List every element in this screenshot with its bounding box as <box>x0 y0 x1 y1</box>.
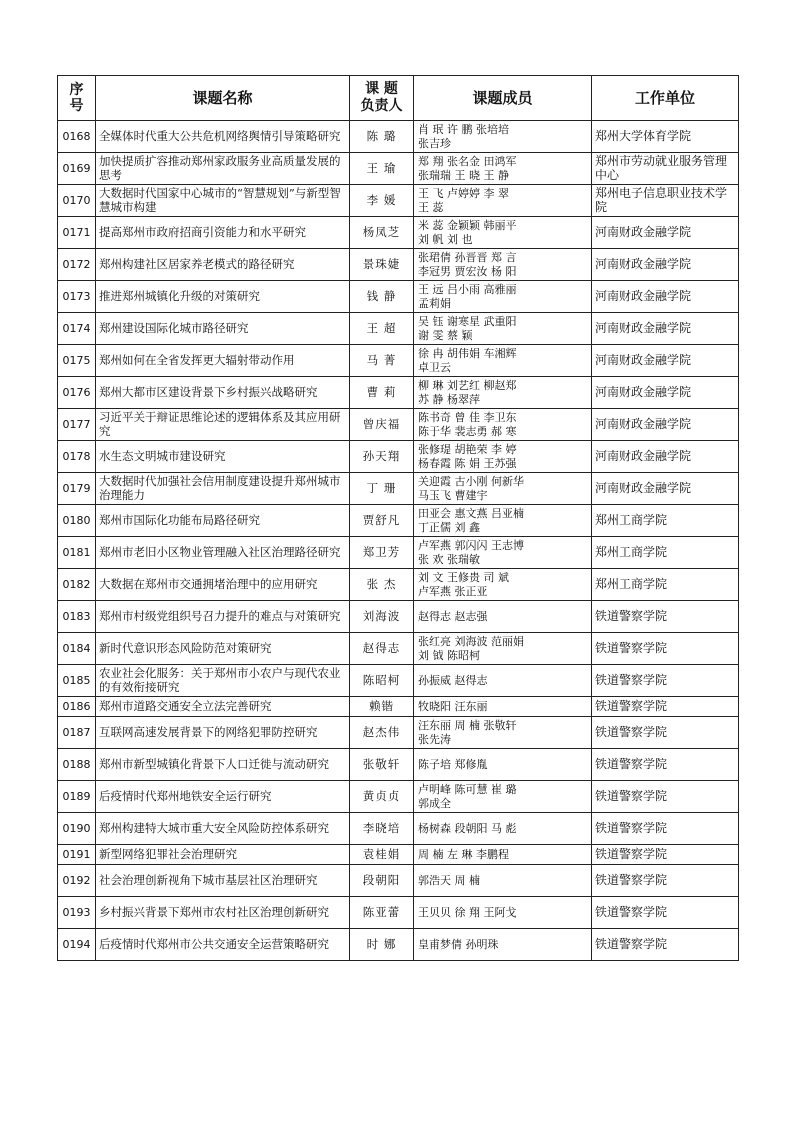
row-no: 0173 <box>58 281 96 313</box>
row-members <box>414 153 592 185</box>
member-line: 张先涛 <box>418 732 451 746</box>
row-no: 0177 <box>58 409 96 441</box>
row-unit: 河南财政金融学院 <box>592 377 739 409</box>
member-line: 杨春霞 陈 娟 王苏强 <box>418 456 517 470</box>
row-unit: 铁道警察学院 <box>592 749 739 781</box>
row-unit: 郑州市劳动就业服务管理中心 <box>592 153 739 185</box>
row-no: 0191 <box>58 845 96 865</box>
table-row <box>58 441 739 473</box>
row-unit: 河南财政金融学院 <box>592 249 739 281</box>
row-title: 提高郑州市政府招商引资能力和水平研究 <box>96 217 350 249</box>
table-row <box>58 505 739 537</box>
header-no: 序号 <box>58 76 96 121</box>
table-row <box>58 929 739 961</box>
row-title: 大数据在郑州市交通拥堵治理中的应用研究 <box>96 569 350 601</box>
table-row <box>58 845 739 865</box>
member-line: 汪东丽 周 楠 张敬轩 <box>418 719 517 732</box>
member-line: 肖 珉 许 鹏 张培培 <box>418 123 509 136</box>
row-leader: 丁 珊 <box>350 473 414 505</box>
member-line: 张红亮 刘海波 范丽娟 <box>418 635 524 648</box>
row-leader: 袁桂娟 <box>350 845 414 865</box>
row-no: 0186 <box>58 697 96 717</box>
row-no: 0187 <box>58 717 96 749</box>
row-title: 推进郑州城镇化升级的对策研究 <box>96 281 350 313</box>
row-no: 0175 <box>58 345 96 377</box>
row-members <box>414 345 592 377</box>
table-row <box>58 313 739 345</box>
row-leader: 郑卫芳 <box>350 537 414 569</box>
member-line: 谢 雯 蔡 颖 <box>418 328 473 342</box>
member-line: 张 欢 张瑞敏 <box>418 552 480 566</box>
member-line: 郭成全 <box>418 796 451 810</box>
member-line: 徐 冉 胡伟娟 车湘辉 <box>418 347 517 360</box>
row-members <box>414 845 592 865</box>
row-unit: 郑州电子信息职业技术学院 <box>592 185 739 217</box>
row-unit: 河南财政金融学院 <box>592 441 739 473</box>
row-members <box>414 441 592 473</box>
row-leader: 曹 莉 <box>350 377 414 409</box>
row-title: 郑州大都市区建设背景下乡村振兴战略研究 <box>96 377 350 409</box>
row-members <box>414 865 592 897</box>
member-line: 卢军燕 张正亚 <box>418 584 488 598</box>
row-leader: 杨凤芝 <box>350 217 414 249</box>
table-row <box>58 665 739 697</box>
row-leader: 时 娜 <box>350 929 414 961</box>
row-leader: 李 媛 <box>350 185 414 217</box>
member-line: 周 楠 左 琳 李鹏程 <box>418 847 509 861</box>
row-unit: 铁道警察学院 <box>592 865 739 897</box>
row-no: 0172 <box>58 249 96 281</box>
member-line: 杨树森 段朝阳 马 彪 <box>418 821 517 835</box>
member-line: 张瑞瑞 王 晓 王 静 <box>418 168 509 182</box>
row-title: 互联网高速发展背景下的网络犯罪防控研究 <box>96 717 350 749</box>
member-line: 张吉珍 <box>418 136 451 150</box>
row-leader: 赵得志 <box>350 633 414 665</box>
row-leader: 李晓培 <box>350 813 414 845</box>
row-no: 0182 <box>58 569 96 601</box>
member-line: 郑 翔 张名金 田鸿军 <box>418 155 517 168</box>
table-row <box>58 537 739 569</box>
row-no: 0183 <box>58 601 96 633</box>
header-unit: 工作单位 <box>592 76 739 121</box>
member-line: 柳 琳 刘艺红 柳赵郑 <box>418 379 517 392</box>
table-row <box>58 345 739 377</box>
row-title: 加快提质扩容推动郑州家政服务业高质量发展的思考 <box>96 153 350 185</box>
row-unit: 郑州工商学院 <box>592 569 739 601</box>
row-title: 新时代意识形态风险防范对策研究 <box>96 633 350 665</box>
member-line: 刘 文 王修贵 司 斌 <box>418 571 509 584</box>
row-leader: 赖锴 <box>350 697 414 717</box>
row-title: 农业社会化服务：关于郑州市小农户与现代农业的有效衔接研究 <box>96 665 350 697</box>
row-title: 郑州市村级党组织号召力提升的难点与对策研究 <box>96 601 350 633</box>
member-line: 孟莉娟 <box>418 296 451 310</box>
member-line: 赵得志 赵志强 <box>418 609 488 623</box>
row-unit: 河南财政金融学院 <box>592 281 739 313</box>
row-leader: 孙天翔 <box>350 441 414 473</box>
table-row <box>58 473 739 505</box>
row-leader: 刘海波 <box>350 601 414 633</box>
table-row <box>58 153 739 185</box>
member-line: 吴 钰 谢寒星 武重阳 <box>418 315 517 328</box>
member-line: 王贝贝 徐 翔 王阿戈 <box>418 905 517 919</box>
row-no: 0185 <box>58 665 96 697</box>
row-title: 后疫情时代郑州地铁安全运行研究 <box>96 781 350 813</box>
row-unit: 河南财政金融学院 <box>592 217 739 249</box>
member-line: 陈于华 裴志勇 郝 寒 <box>418 424 517 438</box>
table-row <box>58 717 739 749</box>
member-line: 刘 帆 刘 也 <box>418 232 473 246</box>
row-no: 0184 <box>58 633 96 665</box>
row-no: 0192 <box>58 865 96 897</box>
row-members <box>414 281 592 313</box>
row-unit: 河南财政金融学院 <box>592 345 739 377</box>
header-title: 课题名称 <box>96 76 350 121</box>
header-row <box>58 76 739 121</box>
row-leader: 曾庆福 <box>350 409 414 441</box>
row-title: 习近平关于辩证思维论述的逻辑体系及其应用研究 <box>96 409 350 441</box>
table-row <box>58 697 739 717</box>
row-leader: 王 瑜 <box>350 153 414 185</box>
member-line: 陈子培 郑修胤 <box>418 757 488 771</box>
member-line: 牧晓阳 汪东丽 <box>418 699 488 713</box>
member-line: 张珺倩 孙晋晋 郑 言 <box>418 251 517 264</box>
member-line: 卢明峰 陈可慧 崔 璐 <box>418 783 517 796</box>
header-leader: 课 题 负责人 <box>350 76 414 121</box>
row-leader: 景珠婕 <box>350 249 414 281</box>
row-members <box>414 537 592 569</box>
row-leader: 张 杰 <box>350 569 414 601</box>
table-row <box>58 377 739 409</box>
row-leader: 陈昭柯 <box>350 665 414 697</box>
row-no: 0193 <box>58 897 96 929</box>
member-line: 郭浩天 周 楠 <box>418 873 480 887</box>
table-row <box>58 865 739 897</box>
member-line: 刘 钺 陈昭柯 <box>418 648 480 662</box>
row-no: 0168 <box>58 121 96 153</box>
member-line: 陈书奇 曾 佳 李卫东 <box>418 411 517 424</box>
member-line: 卓卫云 <box>418 360 451 374</box>
table-row <box>58 281 739 313</box>
row-no: 0179 <box>58 473 96 505</box>
row-members <box>414 473 592 505</box>
row-no: 0174 <box>58 313 96 345</box>
member-line: 李冠男 贾宏汝 杨 阳 <box>418 264 517 278</box>
row-unit: 铁道警察学院 <box>592 897 739 929</box>
row-members <box>414 409 592 441</box>
row-no: 0171 <box>58 217 96 249</box>
row-title: 郑州市道路交通安全立法完善研究 <box>96 697 350 717</box>
table-row <box>58 121 739 153</box>
row-leader: 张敬轩 <box>350 749 414 781</box>
row-members <box>414 717 592 749</box>
row-members <box>414 813 592 845</box>
row-no: 0180 <box>58 505 96 537</box>
row-leader: 贾舒凡 <box>350 505 414 537</box>
header-members: 课题成员 <box>414 76 592 121</box>
table-row <box>58 633 739 665</box>
row-members <box>414 633 592 665</box>
project-table <box>57 75 739 961</box>
row-no: 0190 <box>58 813 96 845</box>
row-no: 0169 <box>58 153 96 185</box>
member-line: 关迎霞 古小刚 何新华 <box>418 475 524 488</box>
row-members <box>414 505 592 537</box>
row-leader: 段朝阳 <box>350 865 414 897</box>
row-members <box>414 377 592 409</box>
row-unit: 郑州工商学院 <box>592 505 739 537</box>
table-row <box>58 249 739 281</box>
member-line: 田亚会 惠文燕 吕亚楠 <box>418 507 524 520</box>
row-leader: 王 超 <box>350 313 414 345</box>
table-row <box>58 813 739 845</box>
row-no: 0181 <box>58 537 96 569</box>
row-no: 0194 <box>58 929 96 961</box>
table-row <box>58 781 739 813</box>
row-title: 全媒体时代重大公共危机网络舆情引导策略研究 <box>96 121 350 153</box>
row-unit: 铁道警察学院 <box>592 929 739 961</box>
member-line: 孙振威 赵得志 <box>418 673 488 687</box>
row-leader: 黄贞贞 <box>350 781 414 813</box>
row-unit: 铁道警察学院 <box>592 781 739 813</box>
table-row <box>58 185 739 217</box>
row-members <box>414 749 592 781</box>
row-unit: 铁道警察学院 <box>592 697 739 717</box>
member-line: 卢军燕 郭闪闪 王志博 <box>418 539 524 552</box>
member-line: 马玉飞 曹建宇 <box>418 488 488 502</box>
row-unit: 河南财政金融学院 <box>592 313 739 345</box>
row-title: 郑州市国际化功能布局路径研究 <box>96 505 350 537</box>
row-unit: 铁道警察学院 <box>592 717 739 749</box>
table-row <box>58 569 739 601</box>
row-unit: 铁道警察学院 <box>592 813 739 845</box>
member-line: 王 远 吕小雨 高雅丽 <box>418 283 517 296</box>
member-line: 皇甫梦倩 孙明珠 <box>418 937 499 951</box>
table-row <box>58 601 739 633</box>
member-line: 王 飞 卢婷婷 李 翠 <box>418 187 509 200</box>
row-title: 乡村振兴背景下郑州市农村社区治理创新研究 <box>96 897 350 929</box>
row-no: 0176 <box>58 377 96 409</box>
row-title: 郑州如何在全省发挥更大辐射带动作用 <box>96 345 350 377</box>
table-row <box>58 217 739 249</box>
member-line: 苏 静 杨翠萍 <box>418 392 480 406</box>
row-members <box>414 929 592 961</box>
row-leader: 马 菁 <box>350 345 414 377</box>
row-title: 社会治理创新视角下城市基层社区治理研究 <box>96 865 350 897</box>
row-title: 后疫情时代郑州市公共交通安全运营策略研究 <box>96 929 350 961</box>
table-row <box>58 409 739 441</box>
row-members <box>414 121 592 153</box>
member-line: 米 蕊 金颖颖 韩丽平 <box>418 219 517 232</box>
member-line: 王 蕊 <box>418 200 444 214</box>
row-members <box>414 185 592 217</box>
row-unit: 铁道警察学院 <box>592 601 739 633</box>
row-no: 0189 <box>58 781 96 813</box>
row-unit: 郑州工商学院 <box>592 537 739 569</box>
row-unit: 铁道警察学院 <box>592 845 739 865</box>
row-no: 0178 <box>58 441 96 473</box>
row-no: 0170 <box>58 185 96 217</box>
row-title: 郑州构建社区居家养老模式的路径研究 <box>96 249 350 281</box>
row-title: 郑州市新型城镇化背景下人口迁徙与流动研究 <box>96 749 350 781</box>
row-members <box>414 249 592 281</box>
table-row <box>58 749 739 781</box>
row-title: 大数据时代国家中心城市的“智慧规划”与新型智慧城市构建 <box>96 185 350 217</box>
row-members <box>414 781 592 813</box>
row-members <box>414 697 592 717</box>
row-unit: 铁道警察学院 <box>592 665 739 697</box>
row-title: 郑州建设国际化城市路径研究 <box>96 313 350 345</box>
row-no: 0188 <box>58 749 96 781</box>
member-line: 丁正儒 刘 鑫 <box>418 520 480 534</box>
row-title: 水生态文明城市建设研究 <box>96 441 350 473</box>
row-unit: 河南财政金融学院 <box>592 473 739 505</box>
row-title: 郑州构建特大城市重大安全风险防控体系研究 <box>96 813 350 845</box>
row-title: 大数据时代加强社会信用制度建设提升郑州城市治理能力 <box>96 473 350 505</box>
row-unit: 河南财政金融学院 <box>592 409 739 441</box>
row-members <box>414 313 592 345</box>
row-members <box>414 665 592 697</box>
row-title: 郑州市老旧小区物业管理融入社区治理路径研究 <box>96 537 350 569</box>
row-members <box>414 601 592 633</box>
row-members <box>414 569 592 601</box>
row-leader: 钱 静 <box>350 281 414 313</box>
row-members <box>414 217 592 249</box>
row-title: 新型网络犯罪社会治理研究 <box>96 845 350 865</box>
row-leader: 赵杰伟 <box>350 717 414 749</box>
row-leader: 陈亚蕾 <box>350 897 414 929</box>
member-line: 张修瑅 胡艳荣 李 婷 <box>418 443 517 456</box>
row-unit: 铁道警察学院 <box>592 633 739 665</box>
row-leader: 陈 璐 <box>350 121 414 153</box>
row-unit: 郑州大学体育学院 <box>592 121 739 153</box>
row-members <box>414 897 592 929</box>
table-row <box>58 897 739 929</box>
